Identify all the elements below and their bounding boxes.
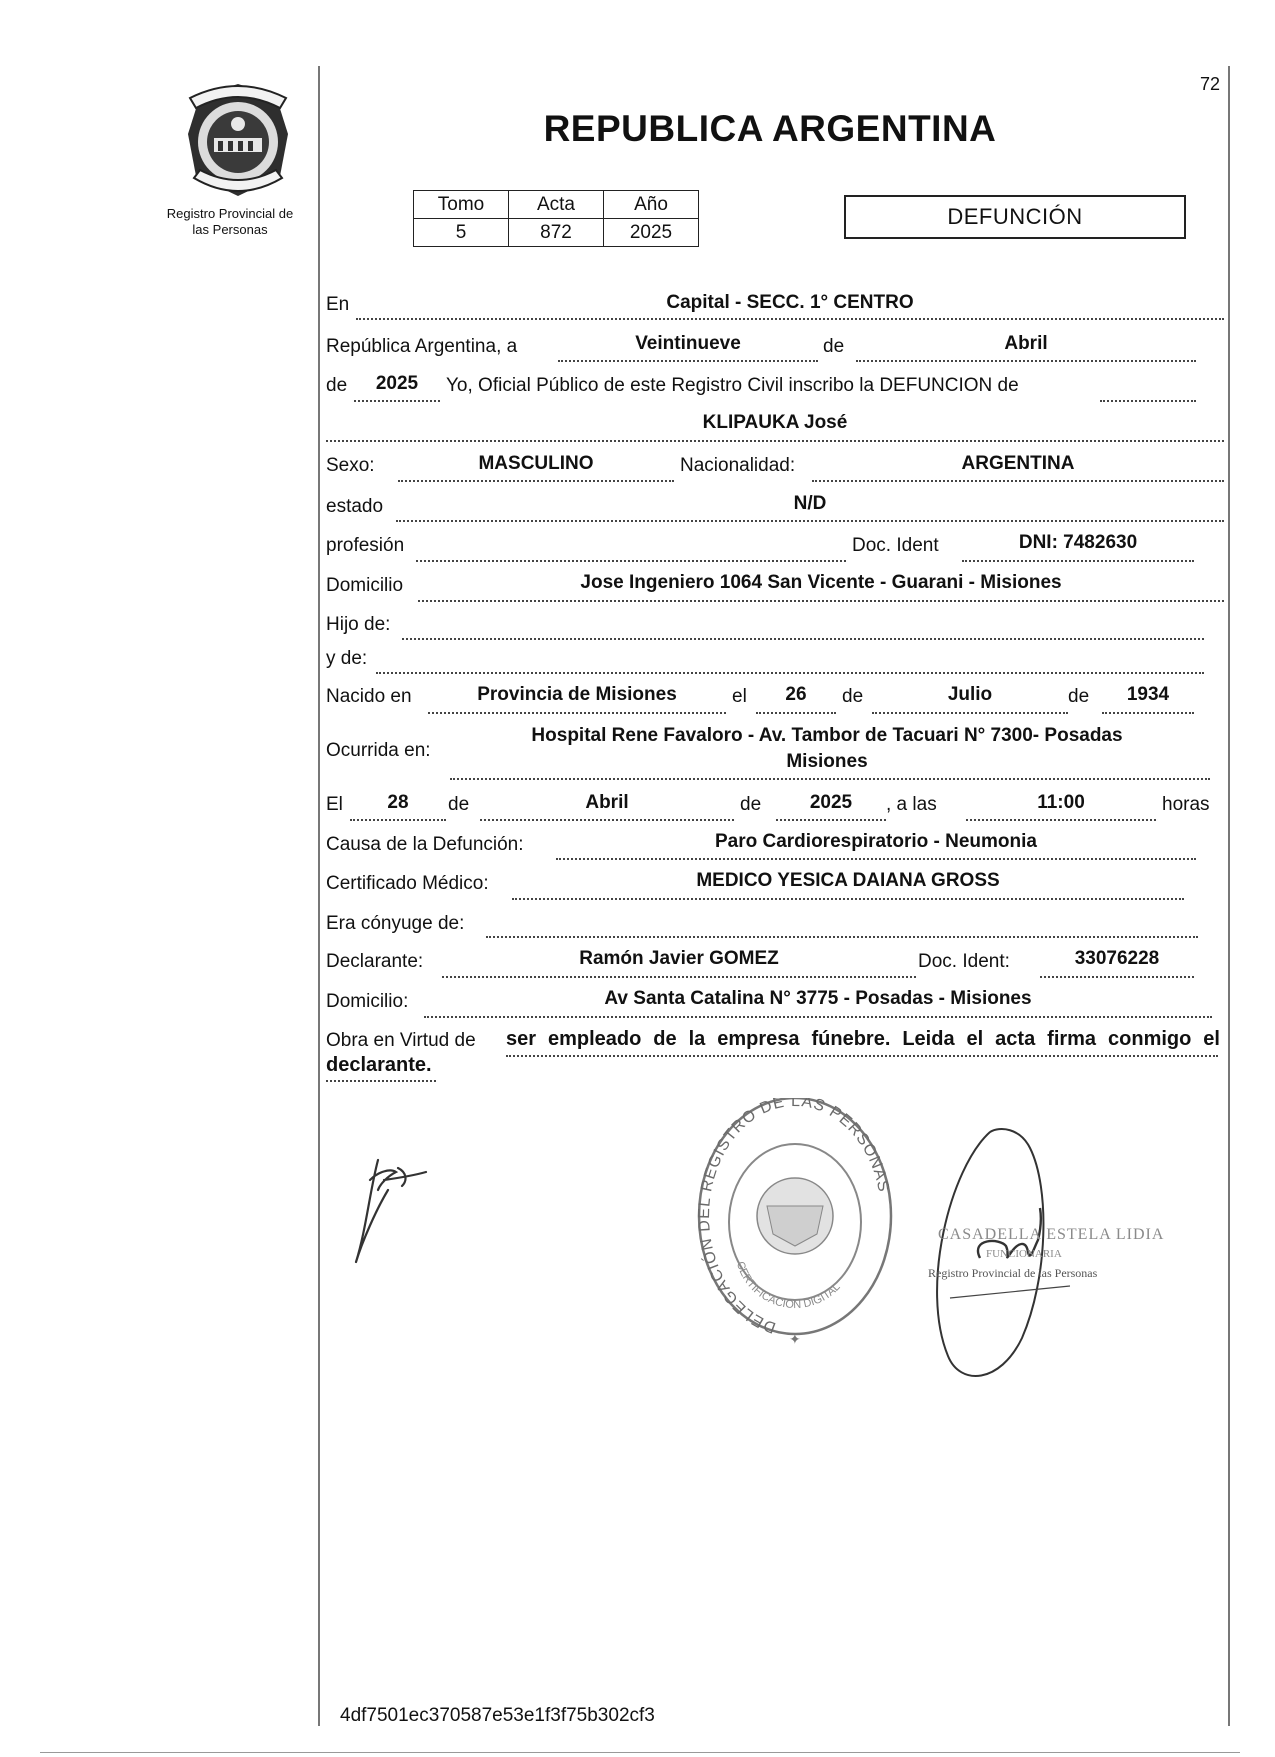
def-dia-dots (350, 819, 446, 821)
def-anio-value: 2025 (809, 792, 853, 813)
dia-dots (558, 360, 818, 362)
anio-value: 2025 (375, 373, 419, 394)
doc-ident-value: DNI: 7482630 (1018, 532, 1138, 553)
obra-label: Obra en Virtud de (326, 1030, 476, 1051)
official-stamp-line3: Registro Provincial de las Personas (928, 1266, 1098, 1280)
estado-label: estado (326, 496, 384, 517)
doc-ident-label: Doc. Ident (852, 535, 939, 556)
conyuge-dots (486, 936, 1198, 938)
nac-dia-value: 26 (785, 684, 807, 705)
obra-dots-2 (326, 1080, 436, 1082)
record-type-box: DEFUNCIÓN (844, 195, 1186, 239)
acta-table (413, 190, 699, 247)
el-label-2: El (326, 794, 343, 815)
yde-dots (376, 672, 1204, 674)
obra-value-line1: ser empleado de la empresa fúnebre. Leida el acta firma conmigo el (506, 1028, 1220, 1050)
declarante-label: Declarante: (326, 951, 424, 972)
causa-label: Causa de la Defunción: (326, 834, 524, 855)
mes-value: Abril (1004, 333, 1048, 354)
de-label-6: de (740, 794, 762, 815)
left-margin-line (318, 66, 320, 1726)
hijo-dots (402, 638, 1204, 640)
acta-value-acta: 872 (509, 219, 604, 247)
obra-dots-1 (506, 1055, 1218, 1057)
domicilio-dots (418, 600, 1224, 602)
en-label: En (326, 294, 350, 315)
def-hora-value: 11:00 (1037, 792, 1085, 813)
alas-label: , a las (886, 794, 937, 815)
oficial-text: Yo, Oficial Público de este Registro Civil inscribo la DEFUNCION de (446, 375, 1019, 396)
def-mes-value: Abril (585, 792, 629, 813)
causa-dots (556, 858, 1196, 860)
right-margin-line (1228, 66, 1230, 1726)
nacido-dots (428, 712, 726, 714)
oficial-dots (1100, 400, 1196, 402)
de-label-4: de (1068, 686, 1090, 707)
official-stamp-line2: FUNCIONARIA (986, 1248, 1062, 1260)
de-label-2: de (326, 375, 348, 396)
registry-seal (695, 1098, 895, 1348)
de-label-1: de (823, 336, 845, 357)
acta-value-anio: 2025 (604, 219, 699, 247)
page-number: 72 (1200, 74, 1221, 94)
svg-text:✦: ✦ (789, 1331, 801, 1347)
deceased-name: KLIPAUKA José (702, 412, 848, 433)
misiones-emblem-icon (176, 78, 300, 202)
el-label: el (732, 686, 747, 707)
nac-anio-value: 1934 (1126, 684, 1170, 705)
registry-name-line1: Registro Provincial de (166, 206, 294, 221)
hijo-label: Hijo de: (326, 614, 391, 635)
domicilio-value: Jose Ingeniero 1064 San Vicente - Guarani - Misiones (580, 572, 1062, 593)
decl-doc-value: 33076228 (1074, 948, 1160, 969)
profesion-dots (416, 560, 846, 562)
profesion-label: profesión (326, 535, 405, 556)
republica-label: República Argentina, a (326, 336, 518, 357)
decl-doc-dots (1040, 976, 1194, 978)
causa-value: Paro Cardiorespiratorio - Neumonia (714, 831, 1037, 852)
seal-outer-text: DELEGACIÓN DEL REGISTRO DE LAS PERSONAS (695, 1098, 893, 1336)
nacionalidad-value: ARGENTINA (961, 453, 1075, 474)
ocurrida-line1: Hospital Rene Favaloro - Av. Tambor de Tacuari N° 7300- Posadas (531, 725, 1123, 746)
svg-text:CERTIFICACION DIGITAL (734, 1260, 843, 1311)
declarante-dots (442, 976, 916, 978)
acta-header-anio: Año (604, 191, 699, 219)
sexo-dots (398, 480, 674, 482)
def-mes-dots (480, 819, 734, 821)
domicilio2-label: Domicilio: (326, 991, 409, 1012)
nacido-value: Provincia de Misiones (477, 684, 677, 705)
def-anio-dots (776, 819, 886, 821)
domicilio2-value: Av Santa Catalina N° 3775 - Posadas - Misiones (604, 988, 1032, 1009)
nac-mes-dots (872, 712, 1068, 714)
nacionalidad-dots (812, 480, 1224, 482)
en-value: Capital - SECC. 1° CENTRO (666, 292, 914, 313)
sexo-value: MASCULINO (478, 453, 594, 474)
ocurrida-line2: Misiones (786, 751, 868, 772)
nombre-dots (326, 440, 1224, 442)
nac-mes-value: Julio (947, 684, 993, 705)
page-title: REPUBLICA ARGENTINA (543, 108, 997, 149)
certificado-value: MEDICO YESICA DAIANA GROSS (696, 870, 1000, 891)
acta-value-tomo: 5 (414, 219, 509, 247)
dia-value: Veintinueve (635, 333, 741, 354)
anio-dots (354, 400, 440, 402)
def-dia-value: 28 (387, 792, 409, 813)
en-dots (356, 318, 1224, 320)
doc-ident-dots (962, 560, 1194, 562)
bottom-edge-line (40, 1752, 1240, 1753)
domicilio2-dots (424, 1016, 1212, 1018)
registry-name-line2: las Personas (192, 222, 268, 237)
ocurrida-dots (450, 778, 1210, 780)
horas-label: horas (1162, 794, 1210, 815)
official-stamp-name: CASADELLA ESTELA LIDIA (938, 1226, 1165, 1243)
de-label-5: de (448, 794, 470, 815)
decl-doc-label: Doc. Ident: (918, 951, 1010, 972)
acta-header-tomo: Tomo (414, 191, 509, 219)
declarante-value: Ramón Javier GOMEZ (579, 948, 779, 969)
obra-value-line2: declarante. (326, 1054, 432, 1076)
sexo-label: Sexo: (326, 455, 375, 476)
acta-table-header-row (414, 191, 699, 219)
nac-anio-dots (1102, 712, 1194, 714)
mes-dots (856, 360, 1196, 362)
ocurrida-label: Ocurrida en: (326, 740, 431, 761)
registry-name (150, 206, 310, 238)
document-hash: 4df7501ec370587e53e1f3f75b302cf3 (340, 1705, 655, 1726)
domicilio-label: Domicilio (326, 575, 404, 596)
certificado-label: Certificado Médico: (326, 873, 489, 894)
conyuge-label: Era cónyuge de: (326, 913, 465, 934)
officer-signature (348, 1150, 448, 1270)
certificado-dots (512, 898, 1184, 900)
acta-table-value-row (414, 219, 699, 247)
estado-value: N/D (793, 493, 827, 514)
nacionalidad-label: Nacionalidad: (680, 455, 796, 476)
def-hora-dots (966, 819, 1156, 821)
de-label-3: de (842, 686, 864, 707)
nacido-label: Nacido en (326, 686, 412, 707)
acta-header-acta: Acta (509, 191, 604, 219)
nac-dia-dots (756, 712, 836, 714)
estado-dots (396, 520, 1224, 522)
yde-label: y de: (326, 648, 368, 669)
seal-inner-text: CERTIFICACION DIGITAL (733, 1260, 843, 1312)
